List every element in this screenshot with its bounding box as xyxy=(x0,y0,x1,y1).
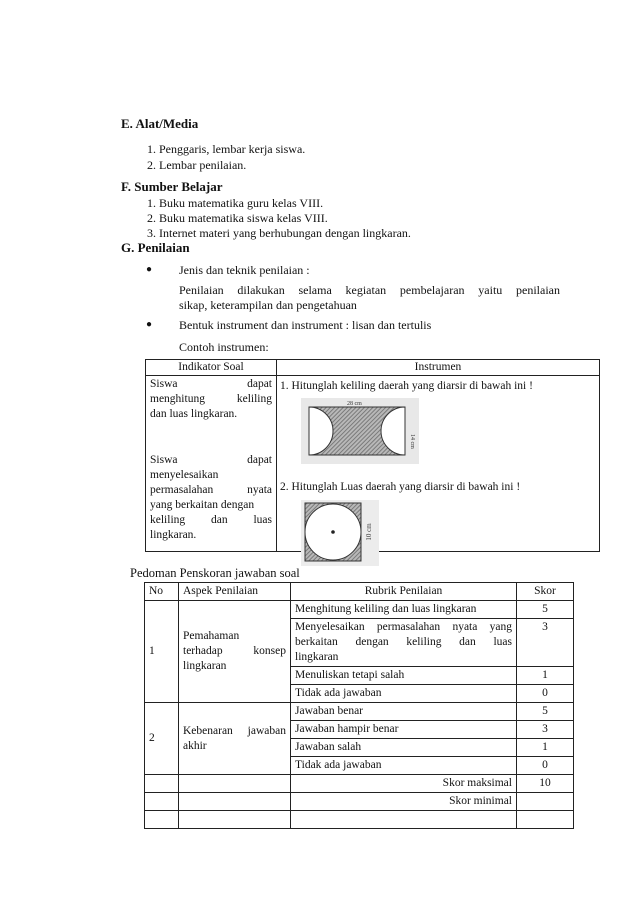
assessment-desc-line1: Penilaian dilakukan selama kegiatan pembelajaran yaitu penilaian xyxy=(179,283,560,297)
rubric-cell: Jawaban hampir benar xyxy=(291,721,517,739)
th-no: No xyxy=(145,583,179,601)
figure-2-drawing xyxy=(301,500,379,566)
indicator-1: Siswa dapat menghitung keliling dan luas lingkaran. xyxy=(150,378,272,420)
figure-2 xyxy=(301,500,379,566)
rubric-cell: Tidak ada jawaban xyxy=(291,685,517,703)
assessment-type-title: Jenis dan teknik penilaian : xyxy=(179,263,310,277)
section-e-heading: E. Alat/Media xyxy=(121,116,199,131)
scoring-table xyxy=(144,582,574,829)
empty-cell xyxy=(145,811,179,829)
col-header-instrument: Instrumen xyxy=(277,360,600,376)
section-f-item: 1. Buku matematika guru kelas VIII. xyxy=(147,196,324,210)
fig2-size-label: 10 cm xyxy=(365,523,373,541)
fig1-width-label: 28 cm xyxy=(347,401,362,407)
indicator-2: Siswa dapat menyelesaikan permasalahan nyata yang berkaitan dengan keliling dan luas lingkaran. xyxy=(150,454,272,541)
min-score-label: Skor minimal xyxy=(291,793,517,811)
aspect-2: Kebenaran jawaban akhir xyxy=(179,703,291,775)
bullet-dot: ● xyxy=(146,319,153,330)
empty-cell xyxy=(145,775,179,793)
score-cell: 0 xyxy=(517,685,574,703)
bullet-dot: ● xyxy=(146,264,153,275)
score-cell: 1 xyxy=(517,667,574,685)
empty-cell xyxy=(179,811,291,829)
rubric-cell: Menuliskan tetapi salah xyxy=(291,667,517,685)
score-cell: 5 xyxy=(517,703,574,721)
figure-1 xyxy=(301,398,419,464)
question-1: 1. Hitunglah keliling daerah yang diarsir di bawah ini ! xyxy=(280,380,533,392)
rubric-cell: Jawaban benar xyxy=(291,703,517,721)
th-score: Skor xyxy=(517,583,574,601)
score-cell: 1 xyxy=(517,739,574,757)
figure-1-drawing xyxy=(301,398,419,464)
th-aspect: Aspek Penilaian xyxy=(179,583,291,601)
min-score-value xyxy=(517,793,574,811)
section-e-item: 1. Penggaris, lembar kerja siswa. xyxy=(147,142,306,156)
empty-cell xyxy=(291,811,517,829)
th-rubric: Rubrik Penilaian xyxy=(291,583,517,601)
rubric-cell: Menghitung keliling dan luas lingkaran xyxy=(291,601,517,619)
instrument-table xyxy=(145,359,600,552)
max-score-label: Skor maksimal xyxy=(291,775,517,793)
section-e-item: 2. Lembar penilaian. xyxy=(147,158,247,172)
row-no: 2 xyxy=(145,703,179,775)
question-2: 2. Hitunglah Luas daerah yang diarsir di bawah ini ! xyxy=(280,481,521,493)
empty-cell xyxy=(179,775,291,793)
fig1-height-label: 14 cm xyxy=(409,434,415,449)
section-f-item: 2. Buku matematika siswa kelas VIII. xyxy=(147,211,328,225)
empty-cell xyxy=(179,793,291,811)
max-score-value: 10 xyxy=(517,775,574,793)
col-header-indicator: Indikator Soal xyxy=(146,360,277,376)
score-cell: 3 xyxy=(517,619,574,667)
assessment-desc-line2: sikap, keterampilan dan pengetahuan xyxy=(179,298,357,312)
scoring-title: Pedoman Penskoran jawaban soal xyxy=(130,566,300,580)
score-cell: 5 xyxy=(517,601,574,619)
example-label: Contoh instrumen: xyxy=(179,340,269,354)
section-f-heading: F. Sumber Belajar xyxy=(121,179,223,194)
rubric-cell: Tidak ada jawaban xyxy=(291,757,517,775)
rubric-cell: Menyelesaikan permasalahan nyata yang berkaitan dengan keliling dan luas lingkaran xyxy=(291,619,517,667)
empty-cell xyxy=(517,811,574,829)
row-no: 1 xyxy=(145,601,179,703)
instrument-form-title: Bentuk instrument dan instrument : lisan dan tertulis xyxy=(179,318,432,332)
aspect-1: Pemahaman terhadap konsep lingkaran xyxy=(179,601,291,703)
section-f-item: 3. Internet materi yang berhubungan dengan lingkaran. xyxy=(147,226,411,240)
score-cell: 0 xyxy=(517,757,574,775)
rubric-cell: Jawaban salah xyxy=(291,739,517,757)
score-cell: 3 xyxy=(517,721,574,739)
section-g-heading: G. Penilaian xyxy=(121,240,190,255)
empty-cell xyxy=(145,793,179,811)
